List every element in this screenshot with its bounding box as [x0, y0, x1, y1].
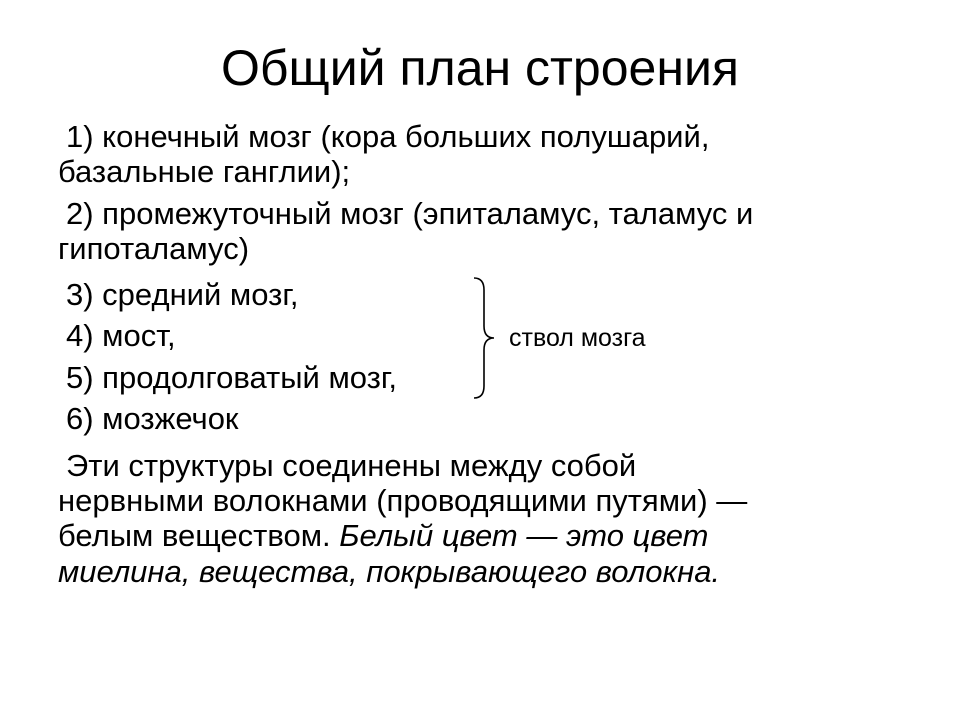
paragraph-line-3-normal: белым веществом.: [58, 518, 340, 553]
list-item-5: 5) продолговатый мозг,: [66, 360, 398, 395]
paragraph-line-1: Эти структуры соединены между собой: [66, 448, 637, 483]
list-item-6: 6) мозжечок: [66, 401, 239, 436]
list-item-2-line-2: гипоталамус): [58, 231, 250, 266]
paragraph-line-3: [58, 518, 709, 554]
list-item-3: 3) средний мозг,: [66, 277, 299, 312]
paragraph-line-4: миелина, вещества, покрывающего волокна.: [58, 554, 721, 589]
list-item-4: 4) мост,: [66, 318, 176, 353]
list-item-1-line-1: 1) конечный мозг (кора больших полушарий,: [66, 119, 710, 154]
paragraph-line-3-italic: Белый цвет — это цвет: [339, 518, 709, 553]
list-item-2-line-1: 2) промежуточный мозг (эпиталамус, таламус и: [66, 196, 754, 231]
curly-brace-icon: [468, 276, 508, 400]
slide-title: Общий план строения: [221, 40, 739, 96]
list-item-1-line-2: базальные ганглии);: [58, 154, 351, 189]
paragraph-line-2: нервными волокнами (проводящими путями) —: [58, 483, 748, 518]
brainstem-label: ствол мозга: [509, 324, 646, 352]
